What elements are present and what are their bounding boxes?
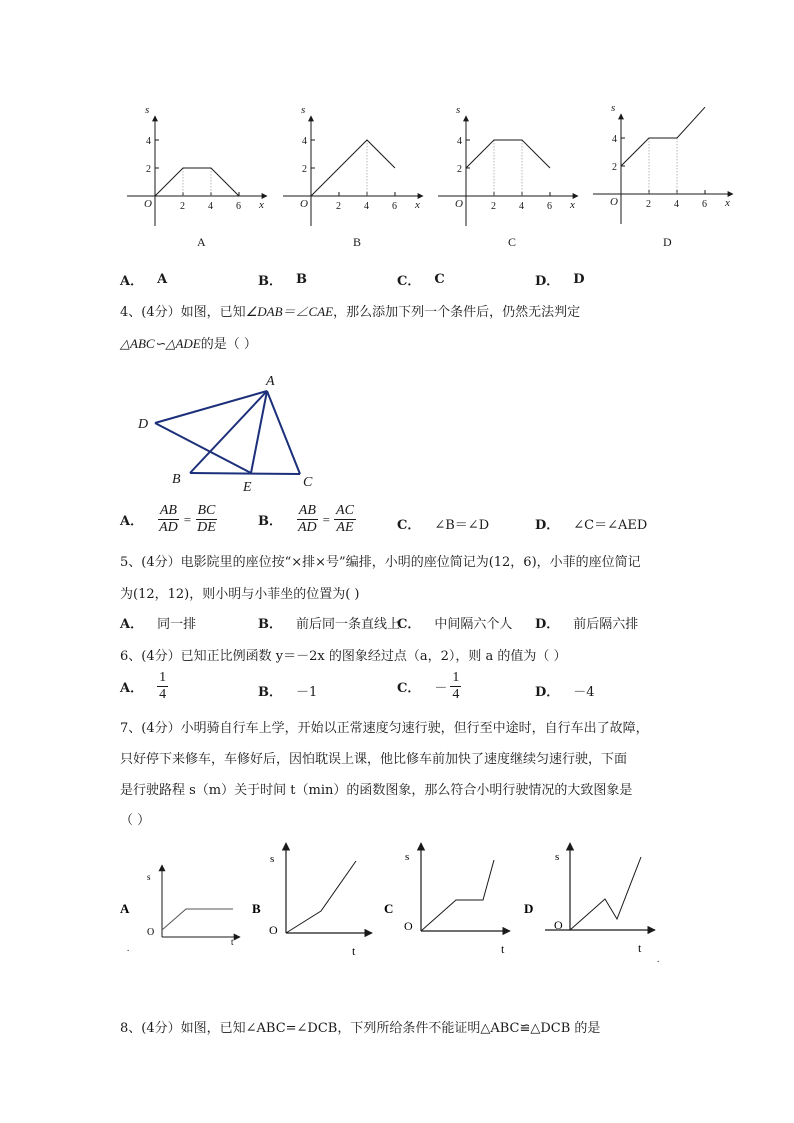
equals-sign: = <box>322 511 331 527</box>
option-letter: A． <box>120 617 144 632</box>
q4-similarity: △ABC∽△ADE <box>120 336 201 351</box>
q5-option-c[interactable] <box>397 613 512 632</box>
q3-graph-c-xtick-label: 4 <box>519 201 524 212</box>
q3-graph-d-line <box>621 107 705 166</box>
q3-graph-b-ytick-label: 4 <box>302 136 307 147</box>
q3-graph-b-xtick-label: 6 <box>392 201 397 212</box>
option-letter: A． <box>120 681 144 696</box>
numerator: BC <box>197 503 216 518</box>
q3-graph-a-ytick-label: 4 <box>146 136 151 147</box>
q7-graph-a-label: A <box>120 901 130 916</box>
q6-option-c[interactable] <box>397 670 461 703</box>
q3-graph-b-xtick-label: 2 <box>336 201 341 212</box>
option-text: B <box>296 272 307 287</box>
q3-graph-d-ytick-label: 2 <box>612 162 617 173</box>
q7-graph-b-origin: O <box>269 923 278 937</box>
q3-graph-c-ytick-label: 2 <box>457 164 462 175</box>
q3-graph-a-ytick-label: 2 <box>146 164 151 175</box>
q3-graph-c-line <box>466 140 550 168</box>
q4-stem-line1 <box>120 301 580 320</box>
option-letter: A． <box>120 514 144 529</box>
q3-graphs <box>0 100 794 260</box>
option-letter: C． <box>397 274 421 289</box>
option-text: －1 <box>296 685 318 700</box>
q3-option-b[interactable] <box>258 270 307 289</box>
q7-graph-b-s-axis: s <box>270 853 275 865</box>
option-text: 同一排 <box>157 617 197 632</box>
q6-option-b[interactable] <box>258 681 317 700</box>
option-text: 中间隔六个人 <box>434 617 513 632</box>
q6-option-a[interactable] <box>120 670 168 703</box>
option-text: ∠B＝∠D <box>434 518 490 533</box>
q4-stem-line2-suffix: 的是（ ） <box>200 337 257 352</box>
q7-graph-c-t-axis: t <box>501 942 505 956</box>
q3-graph-b-s-label: s <box>301 104 306 116</box>
option-text: ∠C＝∠AED <box>573 518 648 533</box>
denominator: 4 <box>452 687 460 702</box>
q7-graph-d-origin: O <box>554 918 563 932</box>
q3-graph-c-xtick-label: 6 <box>547 201 552 212</box>
q4-stem-prefix: 4、(4分）如图，已知 <box>120 305 246 320</box>
q4-option-a[interactable] <box>120 503 218 536</box>
q7-graph-a <box>162 865 240 937</box>
denominator: AD <box>159 520 178 535</box>
q4-option-d[interactable] <box>535 514 647 533</box>
dot-mark: . <box>127 943 130 953</box>
dot-mark: . <box>657 954 660 964</box>
option-text: 前后隔六排 <box>573 617 639 632</box>
vertex-label-e: E <box>243 480 252 495</box>
numerator: AC <box>336 503 354 518</box>
q7-stem-line1: 7、(4分）小明骑自行车上学，开始以正常速度匀速行驶，但行至中途时，自行车出了故障， <box>120 721 649 736</box>
q7-graph-c-origin: O <box>404 919 413 933</box>
option-letter: A． <box>120 274 144 289</box>
q7-graph-d-s-axis: s <box>555 851 560 863</box>
fraction <box>157 503 180 536</box>
option-text: D <box>573 272 585 287</box>
fraction <box>296 503 319 536</box>
q5-option-b[interactable] <box>258 613 400 632</box>
option-text: A <box>157 272 168 287</box>
q3-graph-a-xtick-label: 6 <box>236 201 241 212</box>
q7-graph-c-label: C <box>384 901 394 916</box>
q3-graph-c-xtick-label: 2 <box>491 201 496 212</box>
q4-option-b[interactable] <box>258 503 356 536</box>
q3-graph-b-caption: B <box>353 235 362 249</box>
denominator: AE <box>336 520 354 535</box>
q3-graph-b-ytick-label: 2 <box>302 164 307 175</box>
q3-option-a[interactable] <box>120 270 167 289</box>
denominator: 4 <box>159 687 167 702</box>
q4-option-c[interactable] <box>397 514 489 533</box>
q3-graph-c-caption: C <box>508 235 517 249</box>
q4-angle-condition: ∠DAB＝∠CAE <box>245 304 334 319</box>
q3-graph-d-xtick-label: 6 <box>702 199 707 210</box>
q7-graph-d-t-axis: t <box>638 941 642 955</box>
q3-graph-d-xtick-label: 4 <box>674 199 679 210</box>
fraction <box>450 670 461 703</box>
minus-sign: － <box>434 681 448 696</box>
q4-stem-line2 <box>120 333 257 352</box>
vertex-label-b: B <box>172 472 181 487</box>
fraction <box>334 503 356 536</box>
option-letter: D． <box>535 518 560 533</box>
option-letter: B． <box>258 514 282 529</box>
option-letter: D． <box>535 685 560 700</box>
q7-stem-line4: （ ） <box>120 813 151 828</box>
q3-graph-a-s-label: s <box>145 104 150 116</box>
denominator: DE <box>197 520 216 535</box>
option-text: 前后同一条直线上 <box>296 617 401 632</box>
q3-option-c[interactable] <box>397 270 445 289</box>
q3-graph-d-origin: O <box>610 196 618 208</box>
segment-ac <box>267 391 300 474</box>
q3-graph-c-x-label: x <box>570 199 575 211</box>
vertex-label-a: A <box>266 374 275 389</box>
q7-graph-b-label: B <box>252 901 261 916</box>
q7-graph-b <box>286 843 372 933</box>
q7-graph-a-t-axis: t <box>231 937 234 947</box>
q7-graphs <box>0 838 794 968</box>
q7-graph-d <box>545 843 655 930</box>
q7-graph-a-origin: O <box>147 927 155 938</box>
numerator: 1 <box>452 670 460 685</box>
q7-stem-line2: 只好停下来修车，车修好后，因怕耽误上课，他比修车前加快了速度继续匀速行驶，下面 <box>120 752 628 767</box>
q3-graph-c-ytick-label: 4 <box>457 136 462 147</box>
segment-de <box>155 423 251 473</box>
option-letter: D． <box>535 617 560 632</box>
q8-stem: 8、(4分）如图，已知∠ABC=∠DCB，下列所给条件不能证明△ABC≌△DCB 的是 <box>120 1021 601 1036</box>
option-letter: B． <box>258 685 282 700</box>
q3-graph-a-line <box>155 168 239 196</box>
q7-graph-d-label: D <box>524 901 534 916</box>
denominator: AD <box>298 520 317 535</box>
vertex-label-c: C <box>303 475 313 490</box>
q3-graph-b-origin: O <box>300 198 308 210</box>
option-letter: C． <box>397 617 421 632</box>
q7-graph-a-s-axis: s <box>147 872 151 882</box>
equals-sign: = <box>183 511 192 527</box>
q4-triangle-figure <box>130 365 330 495</box>
q3-graph-d-s-label: s <box>611 102 616 114</box>
q7-graph-b-t-axis: t <box>352 944 356 958</box>
fraction <box>195 503 218 536</box>
segment-ae <box>251 391 267 473</box>
q3-graph-b-line <box>311 140 395 196</box>
q5-option-d[interactable] <box>535 613 638 632</box>
fraction <box>157 670 168 703</box>
q3-graph-c-origin: O <box>455 198 463 210</box>
q3-graph-d-caption: D <box>663 235 672 249</box>
vertex-label-d: D <box>138 417 149 432</box>
segment-bc <box>190 473 300 474</box>
option-text: －4 <box>573 685 595 700</box>
q3-graph-a-caption: A <box>197 235 206 249</box>
numerator: AB <box>159 503 177 518</box>
q3-graph-b-xtick-label: 4 <box>364 201 369 212</box>
q3-graph-a-xtick-label: 2 <box>180 201 185 212</box>
q3-graph-c-s-label: s <box>456 104 461 116</box>
q5-option-a[interactable] <box>120 613 196 632</box>
q6-stem: 6、(4分）已知正比例函数 y＝－2x 的图象经过点（a，2），则 a 的值为（ ） <box>120 649 567 664</box>
option-letter: B． <box>258 617 282 632</box>
q3-graph-a-xtick-label: 4 <box>208 201 213 212</box>
q7-stem-line3: 是行驶路程 s（m）关于时间 t（min）的函数图象，那么符合小明行驶情况的大致图象是 <box>120 783 633 798</box>
q7-graph-c <box>421 843 510 931</box>
option-letter: D． <box>535 274 560 289</box>
segment-ad <box>155 391 267 423</box>
option-letter: B． <box>258 274 282 289</box>
option-text: C <box>434 272 445 287</box>
q3-graph-d-xtick-label: 2 <box>646 199 651 210</box>
numerator: AB <box>298 503 316 518</box>
q4-stem-suffix: ，那么添加下列一个条件后，仍然无法判定 <box>333 305 581 320</box>
q5-stem-line2: 为(12，12)，则小明与小菲坐的位置为( ) <box>120 587 360 602</box>
q3-option-d[interactable] <box>535 270 585 289</box>
q3-graph-d-x-label: x <box>725 197 730 209</box>
option-letter: C． <box>397 518 421 533</box>
q3-graph-b-x-label: x <box>415 199 420 211</box>
q6-option-d[interactable] <box>535 681 595 700</box>
q7-graph-c-s-axis: s <box>405 851 410 863</box>
option-letter: C． <box>397 681 421 696</box>
numerator: 1 <box>159 670 167 685</box>
q3-graph-a-origin: O <box>144 198 152 210</box>
q3-graph-d-ytick-label: 4 <box>612 134 617 145</box>
q5-stem-line1: 5、(4分）电影院里的座位按“×排×号”编排，小明的座位简记为(12，6)，小菲的座位简记 <box>120 555 641 570</box>
q3-graph-a-x-label: x <box>259 199 264 211</box>
